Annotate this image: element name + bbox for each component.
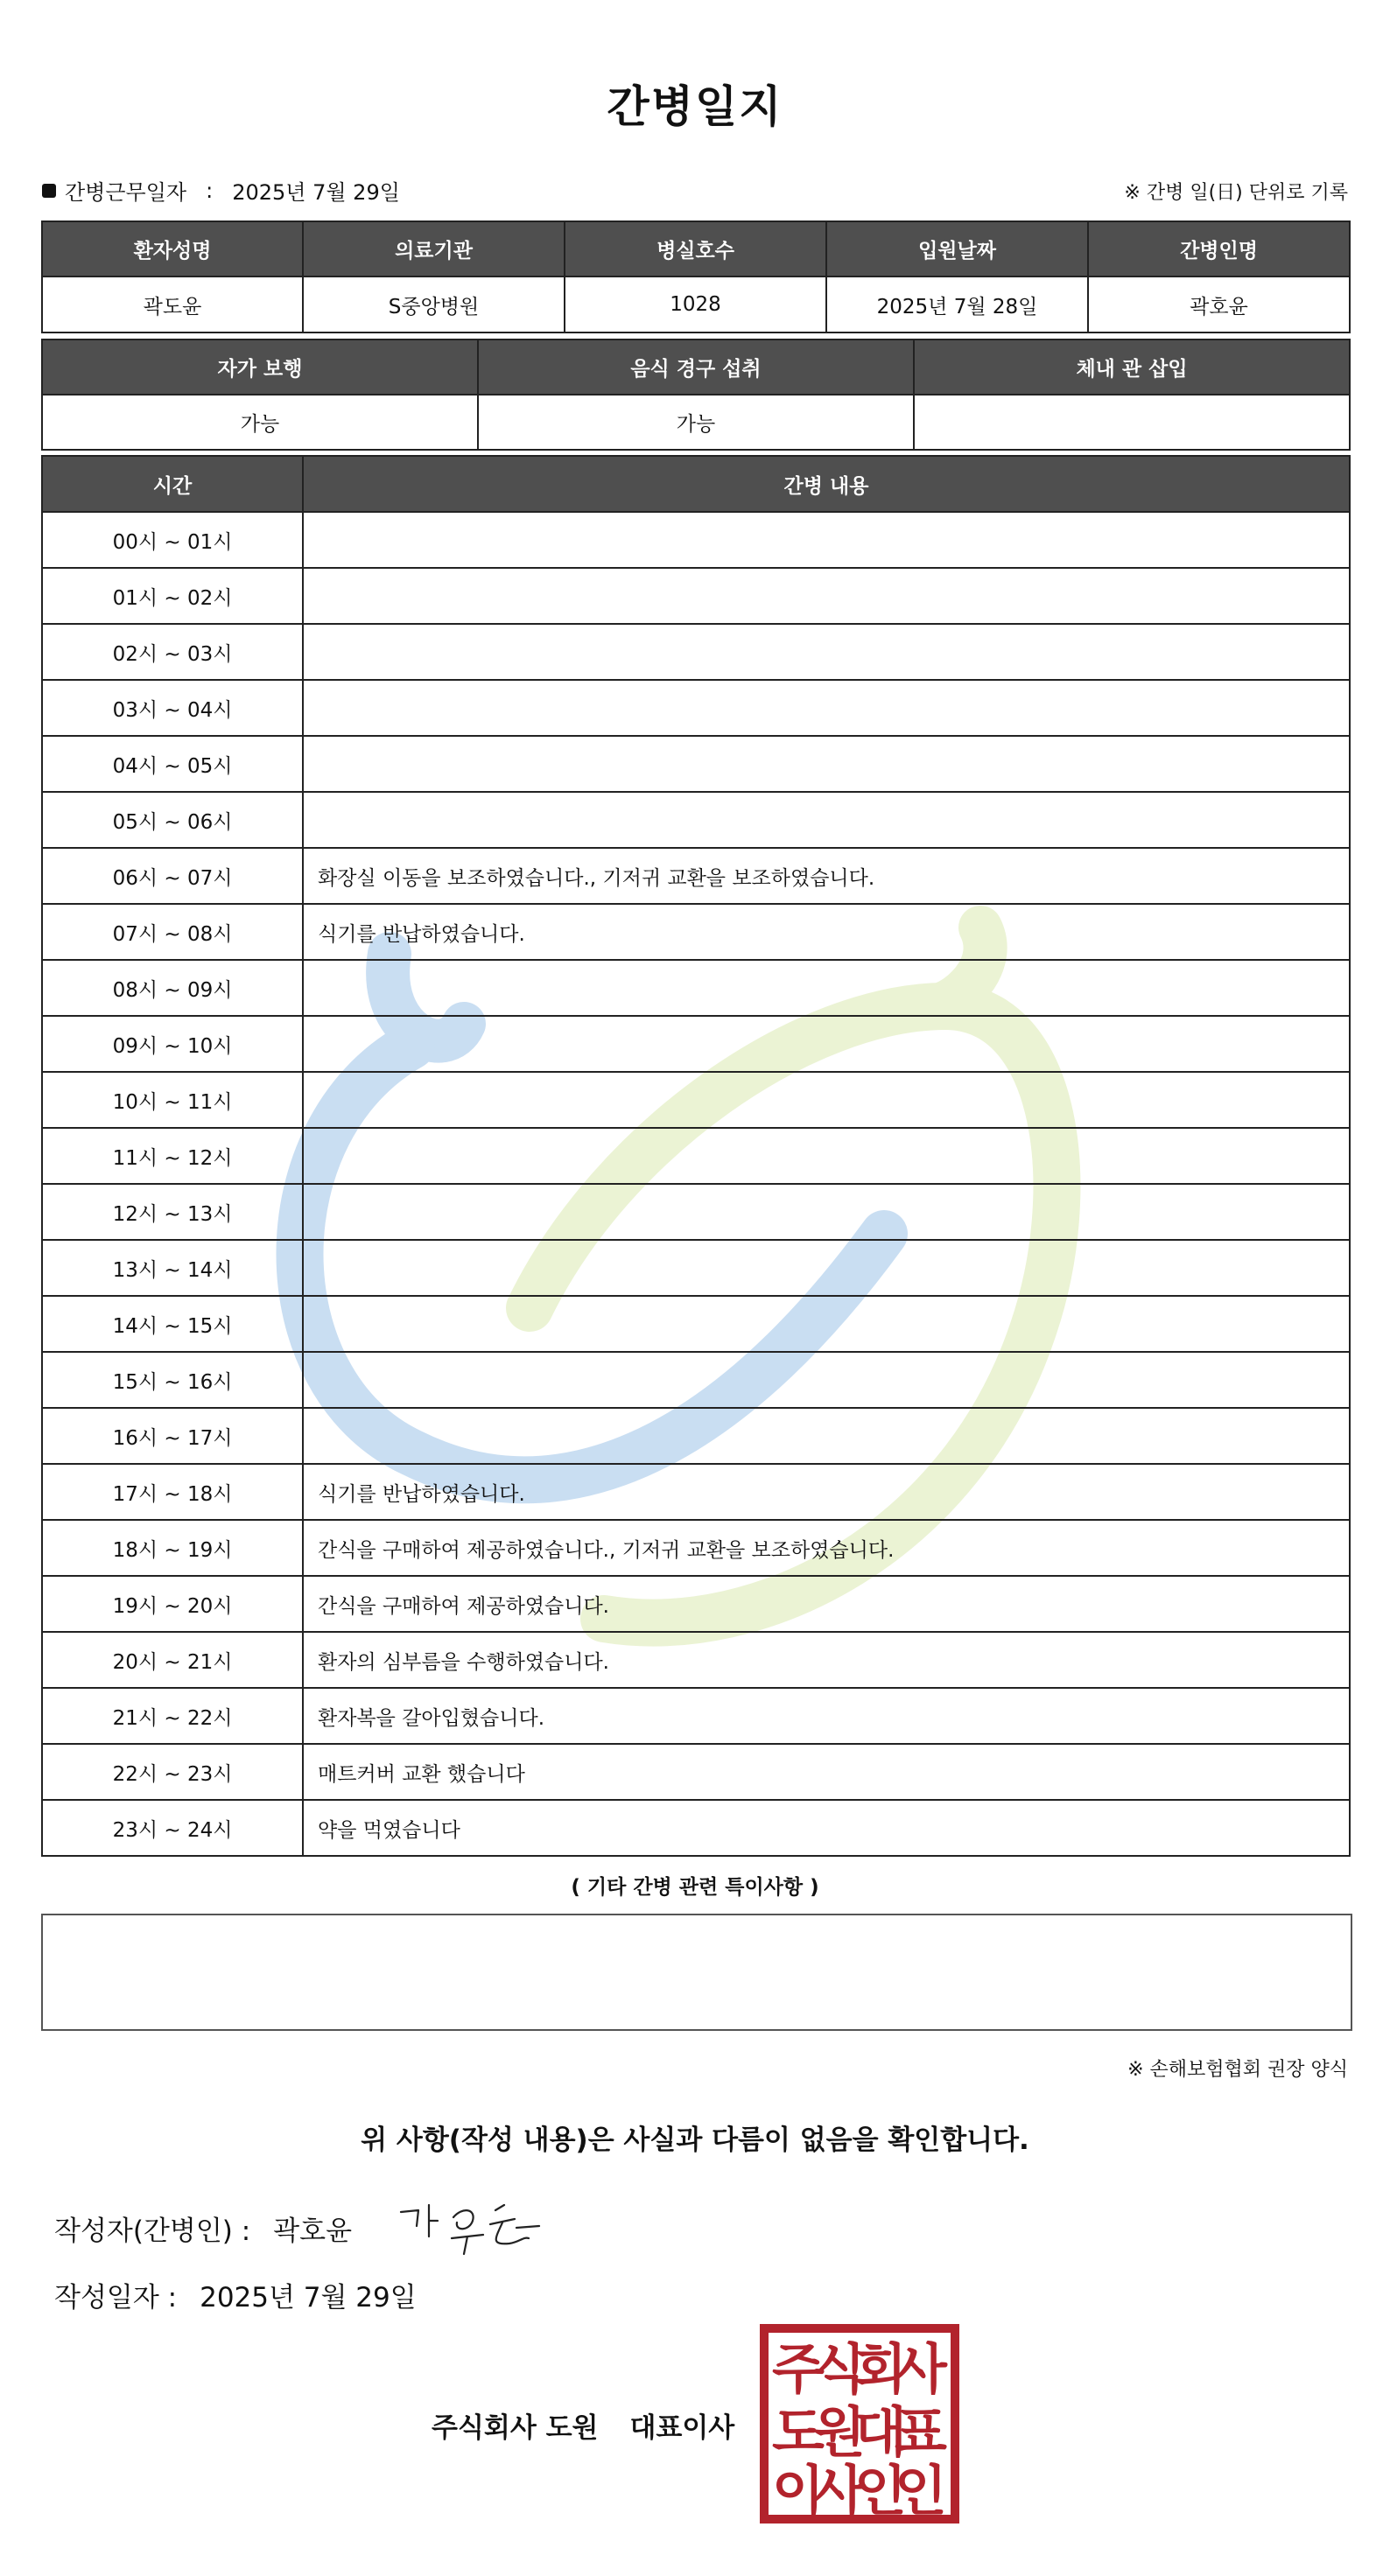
- log-time: 21시 ~ 22시: [42, 1688, 303, 1744]
- log-time: 05시 ~ 06시: [42, 792, 303, 848]
- header-tube-insertion: 체내 관 삽입: [914, 340, 1350, 395]
- document-title: 간병일지: [607, 81, 783, 132]
- log-content: 화장실 이동을 보조하였습니다., 기저귀 교환을 보조하였습니다.: [303, 848, 1350, 904]
- log-time: 15시 ~ 16시: [42, 1352, 303, 1408]
- table-row: [42, 1240, 1350, 1296]
- form-source-note: ※ 손해보험협회 권장 양식: [1127, 2059, 1348, 2081]
- patient-status-table: [41, 339, 1351, 451]
- table-row: [42, 960, 1350, 1016]
- table-row: [42, 1408, 1350, 1464]
- log-time: 06시 ~ 07시: [42, 848, 303, 904]
- log-time: 13시 ~ 14시: [42, 1240, 303, 1296]
- table-row: [42, 1576, 1350, 1632]
- hospital-name: S중앙병원: [303, 276, 565, 332]
- handwritten-signature: [392, 2188, 550, 2266]
- header-caregiver-name: 간병인명: [1088, 221, 1350, 276]
- header-admission-date: 입원날짜: [826, 221, 1088, 276]
- table-row: [42, 1296, 1350, 1352]
- work-date-colon: :: [206, 178, 214, 203]
- patient-name: 곽도윤: [42, 276, 303, 332]
- table-row: [42, 1016, 1350, 1072]
- log-time: 09시 ~ 10시: [42, 1016, 303, 1072]
- log-time: 02시 ~ 03시: [42, 624, 303, 680]
- table-row: [42, 1688, 1350, 1744]
- log-content: 간식을 구매하여 제공하였습니다.: [303, 1576, 1350, 1632]
- log-time: 11시 ~ 12시: [42, 1128, 303, 1184]
- log-content: 약을 먹였습니다: [303, 1800, 1350, 1856]
- log-content: [303, 1352, 1350, 1408]
- table-row: [42, 736, 1350, 792]
- written-date-line: [54, 2275, 417, 2314]
- tube-insertion-value: [914, 395, 1350, 450]
- company-line: [432, 2405, 734, 2445]
- log-time: 23시 ~ 24시: [42, 1800, 303, 1856]
- seal-glyph: 대: [854, 2400, 907, 2464]
- log-content: [303, 568, 1350, 624]
- table-row: [42, 512, 1350, 568]
- table-row: [42, 1520, 1350, 1576]
- log-time: 08시 ~ 09시: [42, 960, 303, 1016]
- table-row: [42, 568, 1350, 624]
- seal-glyph: 식: [813, 2337, 866, 2401]
- table-row: [42, 1800, 1350, 1856]
- log-time: 18시 ~ 19시: [42, 1520, 303, 1576]
- log-content: [303, 512, 1350, 568]
- header-patient-name: 환자성명: [42, 221, 303, 276]
- log-content: [303, 1072, 1350, 1128]
- log-time: 10시 ~ 11시: [42, 1072, 303, 1128]
- header-hospital: 의료기관: [303, 221, 565, 276]
- log-time: 07시 ~ 08시: [42, 904, 303, 960]
- bullet-icon: [42, 184, 56, 198]
- table-row: [42, 1744, 1350, 1800]
- written-date-value: 2025년 7월 29일: [200, 2282, 417, 2314]
- log-time: 17시 ~ 18시: [42, 1464, 303, 1520]
- work-date-value: 2025년 7월 29일: [232, 180, 400, 205]
- log-time: 03시 ~ 04시: [42, 680, 303, 736]
- log-time: 12시 ~ 13시: [42, 1184, 303, 1240]
- log-content: 식기를 반납하였습니다.: [303, 904, 1350, 960]
- log-content: [303, 1128, 1350, 1184]
- log-time: 01시 ~ 02시: [42, 568, 303, 624]
- record-unit-note: ※ 간병 일(日) 단위로 기록: [1124, 182, 1348, 204]
- room-number: 1028: [565, 276, 826, 332]
- seal-glyph: 이: [772, 2459, 825, 2523]
- log-content: 환자복을 갈아입혔습니다.: [303, 1688, 1350, 1744]
- oral-intake-value: 가능: [478, 395, 914, 450]
- table-row: [42, 1184, 1350, 1240]
- written-date-label: 작성일자 :: [54, 2282, 178, 2314]
- log-content: [303, 624, 1350, 680]
- author-line: [54, 2208, 352, 2248]
- header-time: 시간: [42, 456, 303, 512]
- log-content: 간식을 구매하여 제공하였습니다., 기저귀 교환을 보조하였습니다.: [303, 1520, 1350, 1576]
- work-date-line: [42, 175, 400, 206]
- seal-glyph: 사: [813, 2459, 866, 2523]
- seal-glyph: 인: [854, 2459, 907, 2523]
- log-content: [303, 1240, 1350, 1296]
- confirmation-statement: 위 사항(작성 내용)은 사실과 다름이 없음을 확인합니다.: [361, 2124, 1029, 2156]
- author-name: 곽호윤: [273, 2216, 353, 2247]
- log-time: 16시 ~ 17시: [42, 1408, 303, 1464]
- log-time: 20시 ~ 21시: [42, 1632, 303, 1688]
- log-content: 환자의 심부름을 수행하였습니다.: [303, 1632, 1350, 1688]
- log-content: [303, 1408, 1350, 1464]
- admission-date: 2025년 7월 28일: [826, 276, 1088, 332]
- log-content: 식기를 반납하였습니다.: [303, 1464, 1350, 1520]
- seal-glyph: 도: [772, 2400, 825, 2464]
- log-content: [303, 736, 1350, 792]
- log-content: [303, 1184, 1350, 1240]
- log-time: 00시 ~ 01시: [42, 512, 303, 568]
- header-self-walking: 자가 보행: [42, 340, 478, 395]
- table-row: [42, 680, 1350, 736]
- log-content: [303, 680, 1350, 736]
- seal-glyph: 인: [895, 2459, 947, 2523]
- table-row: [42, 904, 1350, 960]
- log-content: 매트커버 교환 했습니다: [303, 1744, 1350, 1800]
- log-time: 04시 ~ 05시: [42, 736, 303, 792]
- company-seal-stamp: [760, 2324, 959, 2524]
- table-row: [42, 1072, 1350, 1128]
- log-content: [303, 1296, 1350, 1352]
- table-row: [42, 624, 1350, 680]
- author-label: 작성자(간병인) :: [54, 2216, 251, 2247]
- table-row: [42, 1128, 1350, 1184]
- table-row: [42, 1352, 1350, 1408]
- table-row: [42, 792, 1350, 848]
- special-notes-box: [41, 1914, 1352, 2031]
- log-time: 14시 ~ 15시: [42, 1296, 303, 1352]
- patient-info-table: [41, 220, 1351, 333]
- log-time: 22시 ~ 23시: [42, 1744, 303, 1800]
- seal-glyph: 사: [895, 2337, 947, 2401]
- seal-glyph: 회: [854, 2337, 907, 2401]
- self-walking-value: 가능: [42, 395, 478, 450]
- work-date-label: 간병근무일자: [65, 180, 187, 205]
- log-time: 19시 ~ 20시: [42, 1576, 303, 1632]
- header-oral-intake: 음식 경구 섭취: [478, 340, 914, 395]
- log-content: [303, 960, 1350, 1016]
- company-ceo-title: 대표이사: [629, 2412, 735, 2444]
- seal-glyph: 원: [813, 2400, 866, 2464]
- table-row: [42, 1632, 1350, 1688]
- special-notes-heading: ( 기타 간병 관련 특이사항 ): [571, 1876, 819, 1899]
- log-content: [303, 792, 1350, 848]
- seal-glyph: 표: [895, 2400, 947, 2464]
- company-name: 주식회사 도원: [432, 2412, 599, 2444]
- header-care-content: 간병 내용: [303, 456, 1350, 512]
- caregiver-name: 곽호윤: [1088, 276, 1350, 332]
- log-content: [303, 1016, 1350, 1072]
- table-row: [42, 848, 1350, 904]
- seal-glyph: 주: [772, 2337, 825, 2401]
- care-log-table: [41, 455, 1351, 1857]
- header-room-number: 병실호수: [565, 221, 826, 276]
- table-row: [42, 1464, 1350, 1520]
